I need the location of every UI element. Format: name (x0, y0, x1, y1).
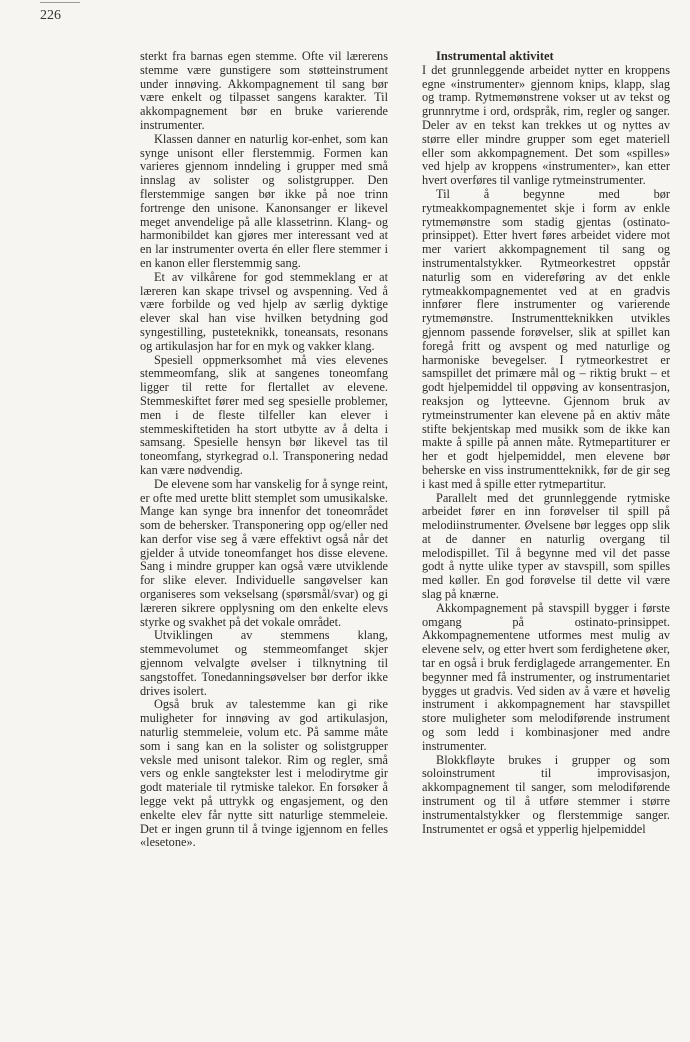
paragraph: I det grunnleggende arbeidet nytter en kroppens egne «instrumenter» gjennom knips, klapp, slag og tramp. Rytmemønstrene vokser ut av tekst og grunnrytme i ord, ordspråk, rim, regler og sanger. Deler av en tekst kan trekkes ut og nyttes av større eller mindre grupper som eget materiell eller som akkompagnement. Det som «spilles» ved hjelp av kroppens «instrumenter», kan etter hvert overføres til vanlige rytmeinstrumenter. (422, 62, 670, 188)
paragraph: Til å begynne med bør rytmeakkompagnementet skje i form av enkle rytmemønstre som stadig gjentas (ostinato-prinsippet). Etter hvert føres arbeidet videre mot mer variert akkompagnement til sang og instrumentalstykker. Rytmeorkestret oppstår naturlig som en videreføring av det enkle rytmeakkompagnementet ved at en gradvis innfører flere instrumenter og varierende rytmemønstre. Instrumentteknikken utvikles gjennom passende forøvelser, slik at spillet kan foregå fritt og avspent og med naturlige og harmoniske bevegelser. I rytmeorkestret er samspillet det primære mål og – riktig brukt – et godt hjelpemiddel til oppøving av konsentrasjon, reaksjon og lytteevne. Gjennom bruk av rytmeinstrumenter kan elevene på en aktiv måte stifte bekjentskap med musikk som de ikke kan makte å spille på annen måte. Rytmepartiturer er her et godt hjelpemiddel, men elevene bør beherske en viss instrumentteknikk, før de gir seg i kast med å spille etter rytmepartitur. (422, 186, 670, 491)
paragraph: Et av vilkårene for god stemmeklang er at læreren kan skape trivsel og avspenning. Ved å være forbilde og ved hjelp av særlig dyktige elever skal han vise hvilken betydning god syngestilling, pusteteknikk, toneansats, resonans og artikulasjon har for en myk og vakker klang. (140, 269, 388, 353)
left-column (140, 50, 388, 850)
paragraph: Utviklingen av stemmens klang, stemmevolumet og stemmeomfanget skjer gjennom velvalgte øvelser i tilknytning til sangstoffet. Tonedanningsøvelser bør derfor ikke drives isolert. (140, 628, 388, 698)
paragraph: Akkompagnement på stavspill bygger i første omgang på ostinato-prinsippet. Akkompagnementene utformes mest mulig av elevene selv, og etter hvert som ferdighetene øker, tar en også i bruk ferdiglagede arrangementer. En begynner med få instrumenter, og instrumentariet bygges ut gradvis. Ved siden av å være et høvelig instrument i akkompagnement har stavspillet store muligheter som melodiførende instrument og som ledd i kombinasjoner med andre instrumenter. (422, 600, 670, 753)
right-column (422, 50, 670, 836)
paragraph: De elevene som har vanskelig for å synge reint, er ofte med urette blitt stemplet som umusikalske. Mange kan synge bra innenfor det toneområdet som de behersker. Transponering opp og/eller ned kan derfor vise seg å være effektivt også når det gjelder å utvide toneomfanget hos disse elevene. Sang i mindre grupper kan også være utviklende for slike elever. Individuelle sangøvelser kan organiseres som vekselsang (spørsmål/svar) og gi læreren sikrere opplysning om den enkelte elevs styrke og svakhet på det vokale området. (140, 476, 388, 629)
top-rule (40, 2, 80, 3)
paragraph: Spesiell oppmerksomhet må vies elevenes stemmeomfang, slik at sangenes toneomfang ligger til rette for flertallet av elevene. Stemmeskiftet fører med seg spesielle problemer, men i de fleste tilfeller kan elever i stemmeskiftetiden ha stort utbytte av å delta i samsang. Spesielle hensyn bør likevel tas til toneomfang, styrkegrad o.l. Transponering nedad kan være nødvendig. (140, 352, 388, 477)
section-heading: Instrumental aktivitet (436, 49, 554, 63)
paragraph: Blokkfløyte brukes i grupper og som soloinstrument til improvisasjon, akkompagnement til sanger, som melodiførende instrument og til å utføre stemmer i større instrumentalstykker og flerstemmige sanger. Instrumentet er også et ypperlig hjelpemiddel (422, 752, 670, 836)
paragraph: sterkt fra barnas egen stemme. Ofte vil lærerens stemme være gunstigere som støtteinstrument under innøving. Akkompagnement til sang bør være enkelt og tilpasset sangens karakter. Til akkompagnement bør en bruke varierende instrumenter. (140, 49, 388, 132)
paragraph: Parallelt med det grunnleggende rytmiske arbeidet fører en inn forøvelser til spill på melodiinstrumenter. Øvelsene bør legges opp slik at de danner en naturlig overgang til melodispillet. Til å begynne med vil det passe godt å nytte ulike typer av stavspill, som spilles med køller. En god forøvelse til dette vil være slag på knærne. (422, 490, 670, 602)
paragraph: Også bruk av talestemme kan gi rike muligheter for innøving av god artikulasjon, naturlig stemmeleie, volum etc. På samme måte som i sang kan en la solister og solistgrupper veksle med unisont talekor. Rim og regler, små vers og enkle sangtekster lest i melodirytme gir godt materiale til rytmiske talekor. En forsøker å legge vekt på uttrykk og engasjement, og den enkelte elev får nytte sitt naturlige stemmeleie. Det er ingen grunn til å tvinge igjennom en felles «lesetone». (140, 697, 388, 850)
paragraph: Klassen danner en naturlig kor-enhet, som kan synge unisont eller flerstemmig. Formen kan varieres gjennom inndeling i grupper med små innslag av solister og solistgrupper. Den flerstemmige sangen bør ikke på noe trinn fortrenge den unisone. Kanonsanger er likevel meget anvendelige på alle klassetrinn. Klang- og harmonibildet kan gjøres mer interessant ved at en lar instrumenter overta én eller flere stemmer i en kanon eller flerstemmig sang. (140, 131, 388, 270)
page-number: 226 (40, 8, 61, 23)
